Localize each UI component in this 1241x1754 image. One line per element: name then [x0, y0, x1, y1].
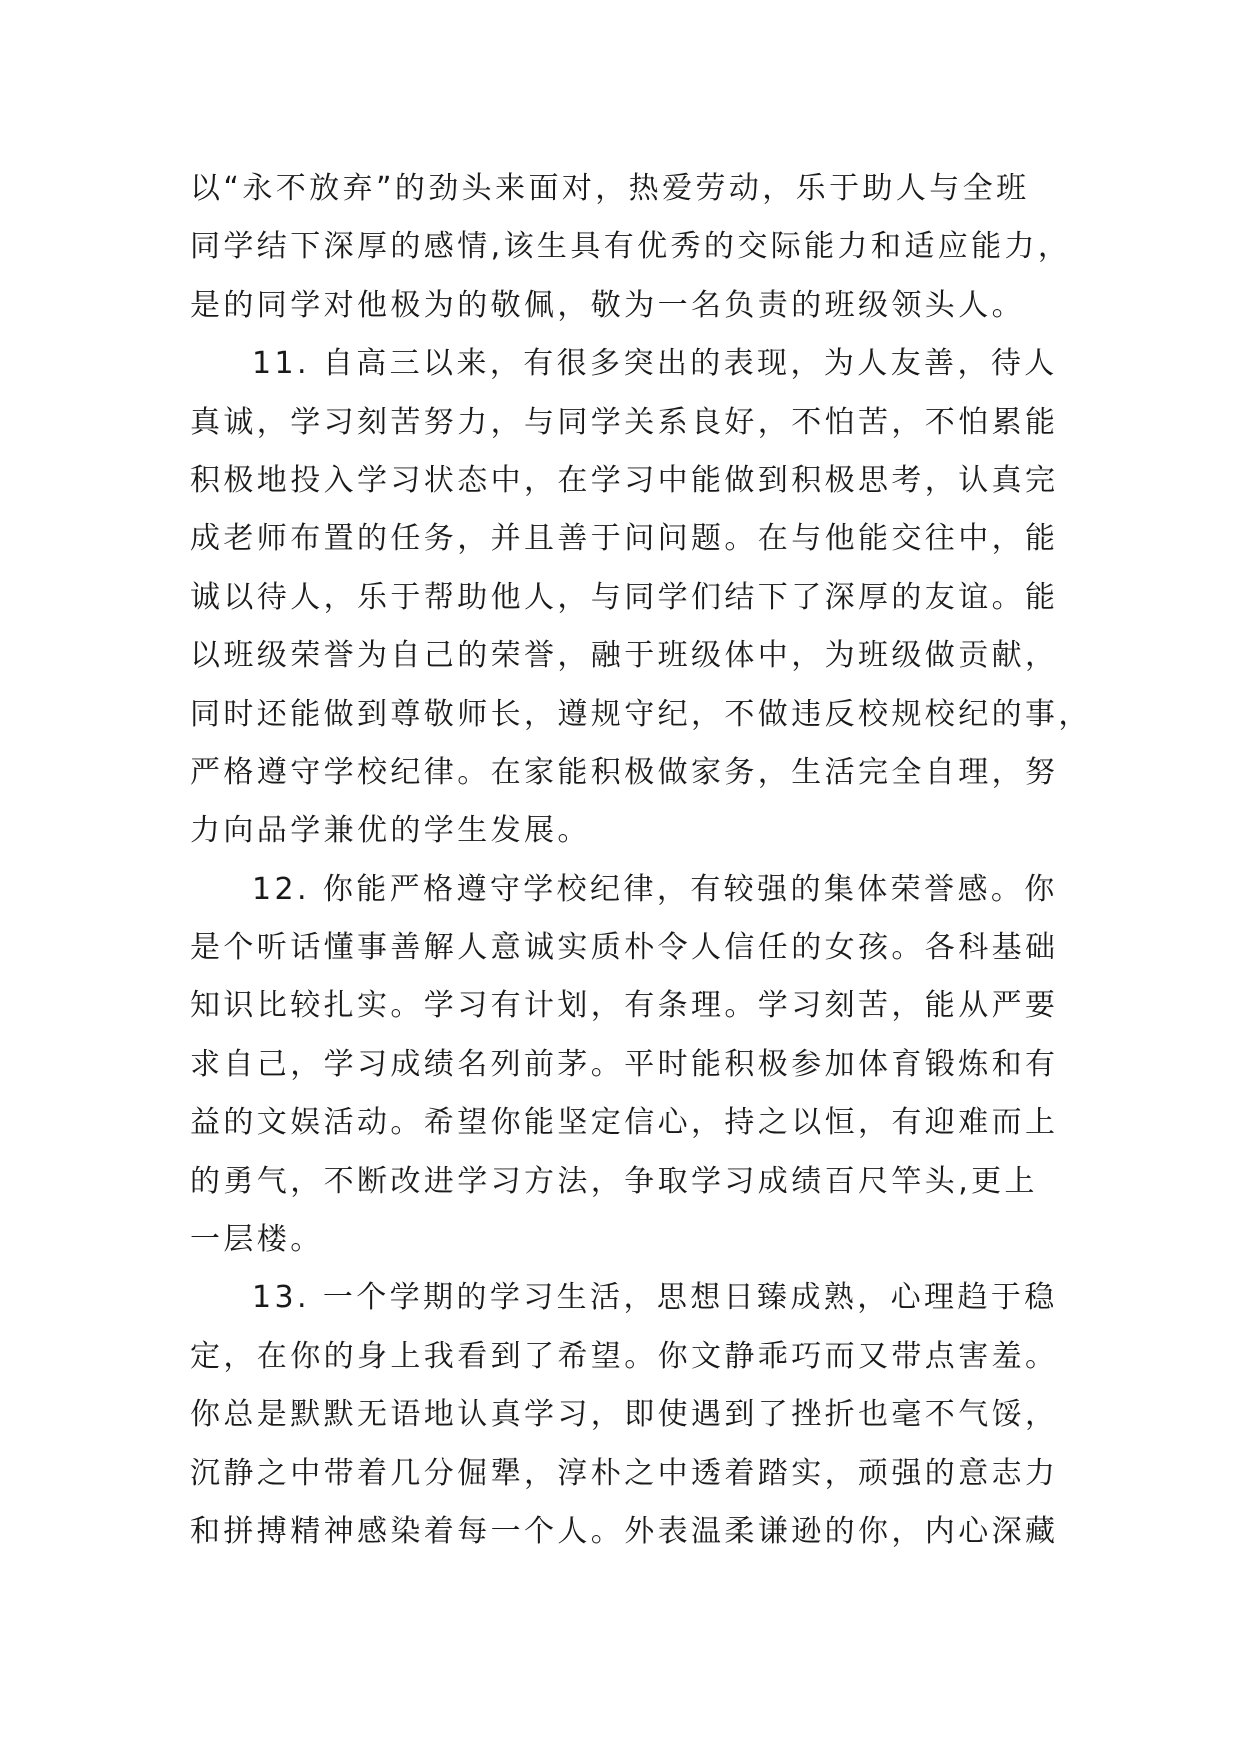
text-line: 沉静之中带着几分倔犟，淳朴之中透着踏实，顽强的意志力	[190, 1455, 1059, 1491]
text-line: 和拼搏精神感染着每一个人。外表温柔谦逊的你，内心深藏	[190, 1513, 1059, 1549]
text-line: 力向品学兼优的学生发展。	[190, 813, 591, 849]
text-line: 严格遵守学校纪律。在家能积极做家务，生活完全自理，努	[190, 754, 1059, 790]
text-line: 知识比较扎实。学习有计划，有条理。学习刻苦，能从严要	[190, 988, 1059, 1024]
text-line: 益的文娱活动。希望你能坚定信心，持之以恒，有迎难而上	[190, 1105, 1059, 1141]
paragraph-11-start: 11. 自高三以来，有很多突出的表现，为人友善，待人	[252, 346, 1058, 382]
text-line: 真诚，学习刻苦努力，与同学关系良好，不怕苦，不怕累能	[190, 404, 1059, 440]
text-line: 诚以待人，乐于帮助他人，与同学们结下了深厚的友谊。能	[190, 579, 1059, 615]
text-line: 以“永不放弃”的劲头来面对，热爱劳动，乐于助人与全班	[190, 171, 1030, 206]
text-line: 成老师布置的任务，并且善于问问题。在与他能交往中，能	[190, 521, 1059, 557]
paragraph-12-start: 12. 你能严格遵守学校纪律，有较强的集体荣誉感。你	[252, 871, 1058, 907]
text-line: 积极地投入学习状态中，在学习中能做到积极思考，认真完	[190, 462, 1059, 498]
text-line: 同学结下深厚的感情,该生具有优秀的交际能力和适应能力，	[190, 229, 1072, 265]
text-line: 定，在你的身上我看到了希望。你文静乖巧而又带点害羞。	[190, 1338, 1059, 1374]
text-line: 一层楼。	[190, 1222, 324, 1258]
paragraph-13-start: 13. 一个学期的学习生活，思想日臻成熟，心理趋于稳	[252, 1280, 1058, 1316]
text-line: 以班级荣誉为自己的荣誉，融于班级体中，为班级做贡献，	[190, 638, 1059, 674]
text-line: 的勇气，不断改进学习方法，争取学习成绩百尺竿头,更上	[190, 1163, 1038, 1199]
text-line: 求自己，学习成绩名列前茅。平时能积极参加体育锻炼和有	[190, 1046, 1059, 1082]
text-line: 是的同学对他极为的敬佩，敬为一名负责的班级领头人。	[190, 287, 1025, 323]
text-line: 是个听话懂事善解人意诚实质朴令人信任的女孩。各科基础	[190, 930, 1059, 966]
document-body	[190, 160, 1090, 1561]
text-line: 你总是默默无语地认真学习，即使遇到了挫折也毫不气馁，	[190, 1397, 1059, 1433]
text-line: 同时还能做到尊敬师长，遵规守纪，不做违反校规校纪的事，	[190, 696, 1092, 732]
